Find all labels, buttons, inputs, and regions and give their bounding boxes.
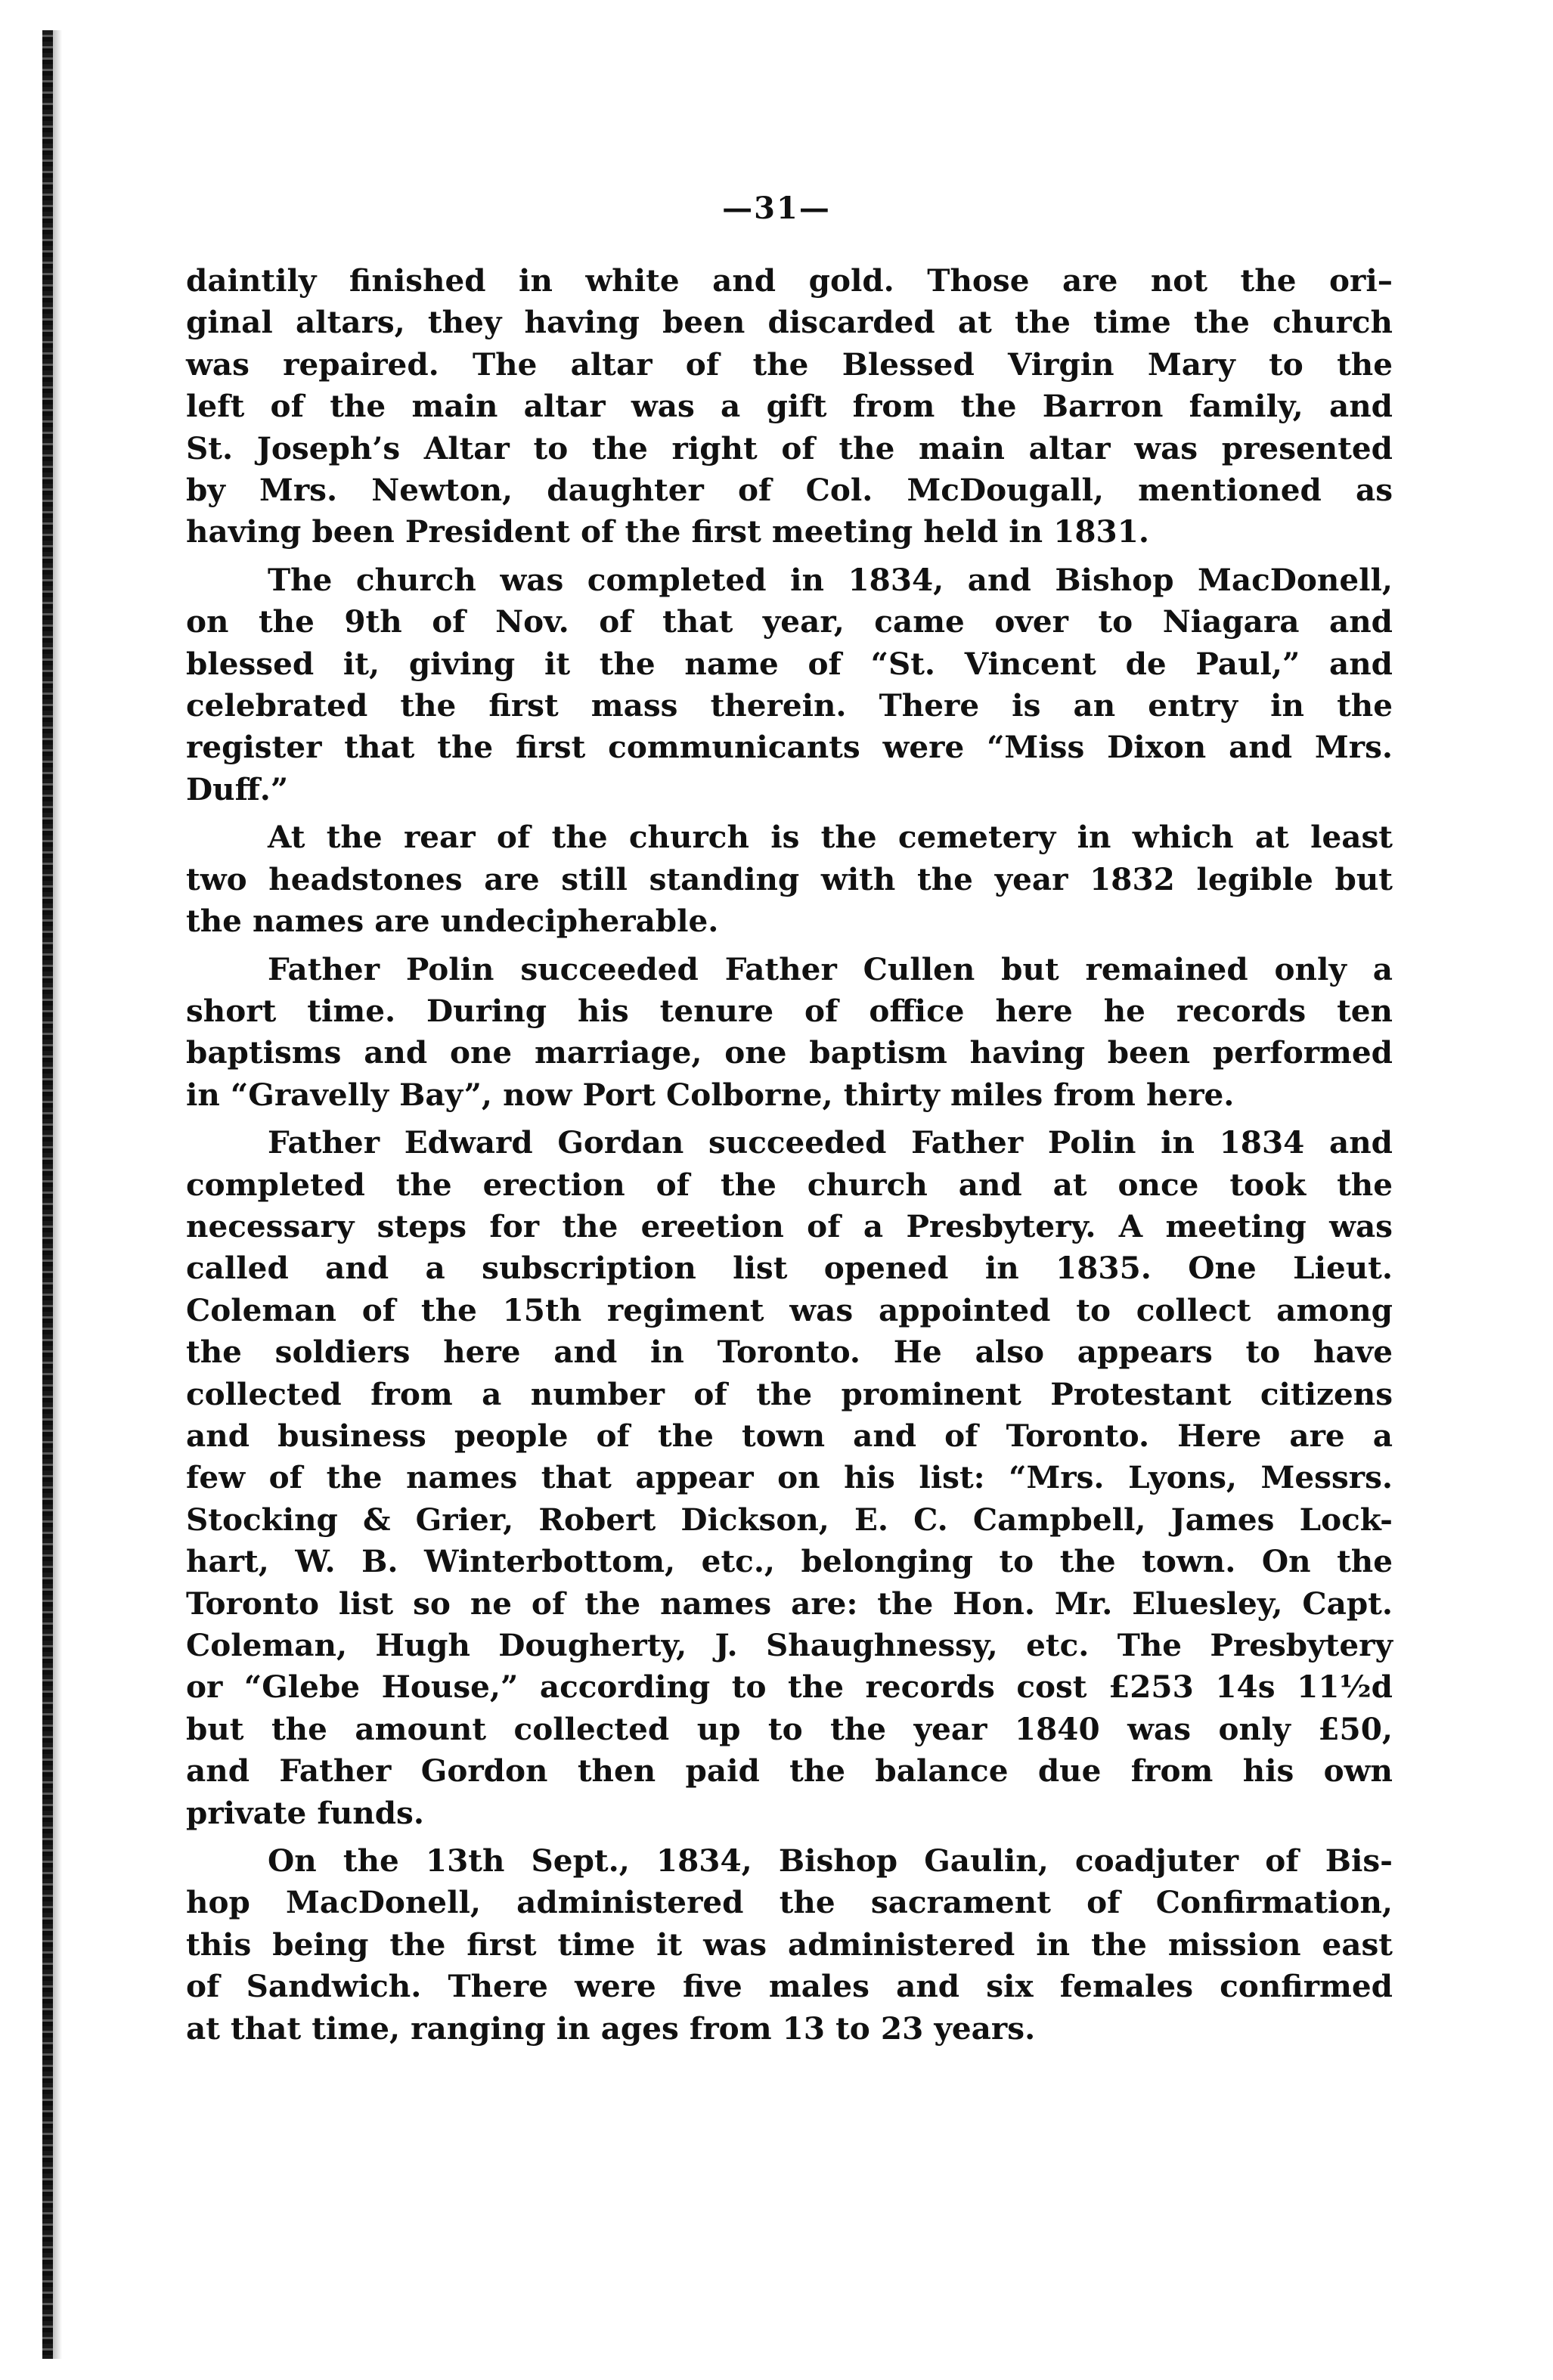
paragraph-father-gordan — [186, 1122, 1393, 1834]
text-line: by Mrs. Newton, daughter of Col. McDougall, mentioned as — [186, 472, 1393, 509]
paragraph-church-completed — [186, 559, 1393, 810]
text-line: left of the main altar was a gift from the Barron family, and — [186, 388, 1393, 425]
text-line: blessed it, giving it the name of “St. Vincent de Paul,” and — [186, 645, 1393, 682]
text-line: The church was completed in 1834, and Bishop MacDonell, — [268, 561, 1393, 598]
text-line: two headstones are still standing with the year 1832 legible but — [186, 860, 1393, 897]
text-line: and Father Gordon then paid the balance due from his own — [186, 1752, 1393, 1790]
text-line: daintily finished in white and gold. Those are not the ori– — [186, 262, 1393, 299]
text-line: On the 13th Sept., 1834, Bishop Gaulin, coadjuter of Bis- — [268, 1842, 1393, 1880]
text-line: or “Glebe House,” according to the records cost £253 14s 11½d — [186, 1669, 1393, 1706]
text-line: having been President of the first meeting held in 1831. — [186, 513, 1150, 550]
text-line: register that the first communicants were “Miss Dixon and Mrs. — [186, 729, 1393, 766]
text-line: hop MacDonell, administered the sacrament of Confirmation, — [186, 1884, 1393, 1921]
text-line: Coleman of the 15th regiment was appointed to collect among — [186, 1291, 1393, 1328]
text-line: Coleman, Hugh Dougherty, J. Shaughnessy, etc. The Presbytery — [186, 1627, 1393, 1663]
text-line: called and a subscription list opened in 1835. One Lieut. — [186, 1250, 1393, 1287]
text-line: necessary steps for the ereetion of a Presbytery. A meeting was — [186, 1207, 1393, 1244]
text-line: hart, W. B. Winterbottom, etc., belonging to the town. On the — [186, 1543, 1393, 1580]
text-line: collected from a number of the prominent Protestant citizens — [186, 1375, 1393, 1412]
text-line: Stocking & Grier, Robert Dickson, E. C. Campbell, James Lock- — [186, 1501, 1393, 1538]
page-number: —31— — [722, 191, 831, 226]
page-binding-edge — [42, 30, 53, 2359]
text-line: but the amount collected up to the year 1840 was only £50, — [186, 1710, 1393, 1747]
text-line: At the rear of the church is the cemetery in which at least — [268, 819, 1393, 856]
text-line: completed the erection of the church and at once took the — [186, 1166, 1393, 1203]
paragraph-father-polin — [186, 949, 1393, 1117]
text-line: was repaired. The altar of the Blessed Virgin Mary to the — [186, 346, 1393, 383]
text-line: private funds. — [186, 1794, 424, 1831]
text-line: few of the names that appear on his list: “Mrs. Lyons, Messrs. — [186, 1459, 1393, 1496]
text-line: short time. During his tenure of office here he records ten — [186, 992, 1393, 1029]
paragraph-cemetery — [186, 817, 1393, 942]
text-line: St. Joseph’s Altar to the right of the main altar was presented — [186, 429, 1393, 466]
page-body — [186, 260, 1393, 2050]
text-line: Father Polin succeeded Father Cullen but remained only a — [268, 950, 1393, 987]
text-line: the names are undecipherable. — [186, 903, 719, 940]
text-line: of Sandwich. There were five males and six females confirmed — [186, 1968, 1393, 2005]
text-line: baptisms and one marriage, one baptism having been performed — [186, 1034, 1393, 1071]
text-line: in “Gravelly Bay”, now Port Colborne, thirty miles from here. — [186, 1076, 1235, 1113]
text-line: and business people of the town and of Toronto. Here are a — [186, 1417, 1393, 1454]
text-line: Toronto list so ne of the names are: the Hon. Mr. Eluesley, Capt. — [186, 1585, 1393, 1622]
page-binding-shadow — [53, 30, 62, 2359]
text-line: on the 9th of Nov. of that year, came over to Niagara and — [186, 603, 1393, 640]
text-line: at that time, ranging in ages from 13 to 23 years. — [186, 2010, 1036, 2047]
text-line: this being the first time it was administered in the mission east — [186, 1926, 1393, 1963]
text-line: Duff.” — [186, 770, 289, 807]
paragraph-altars — [186, 260, 1393, 553]
text-line: the soldiers here and in Toronto. He also appears to have — [186, 1334, 1393, 1371]
paragraph-confirmation — [186, 1840, 1393, 2050]
text-line: celebrated the first mass therein. There is an entry in the — [186, 687, 1393, 724]
text-line: Father Edward Gordan succeeded Father Polin in 1834 and — [268, 1124, 1393, 1161]
text-line: ginal altars, they having been discarded at the time the church — [186, 304, 1393, 341]
